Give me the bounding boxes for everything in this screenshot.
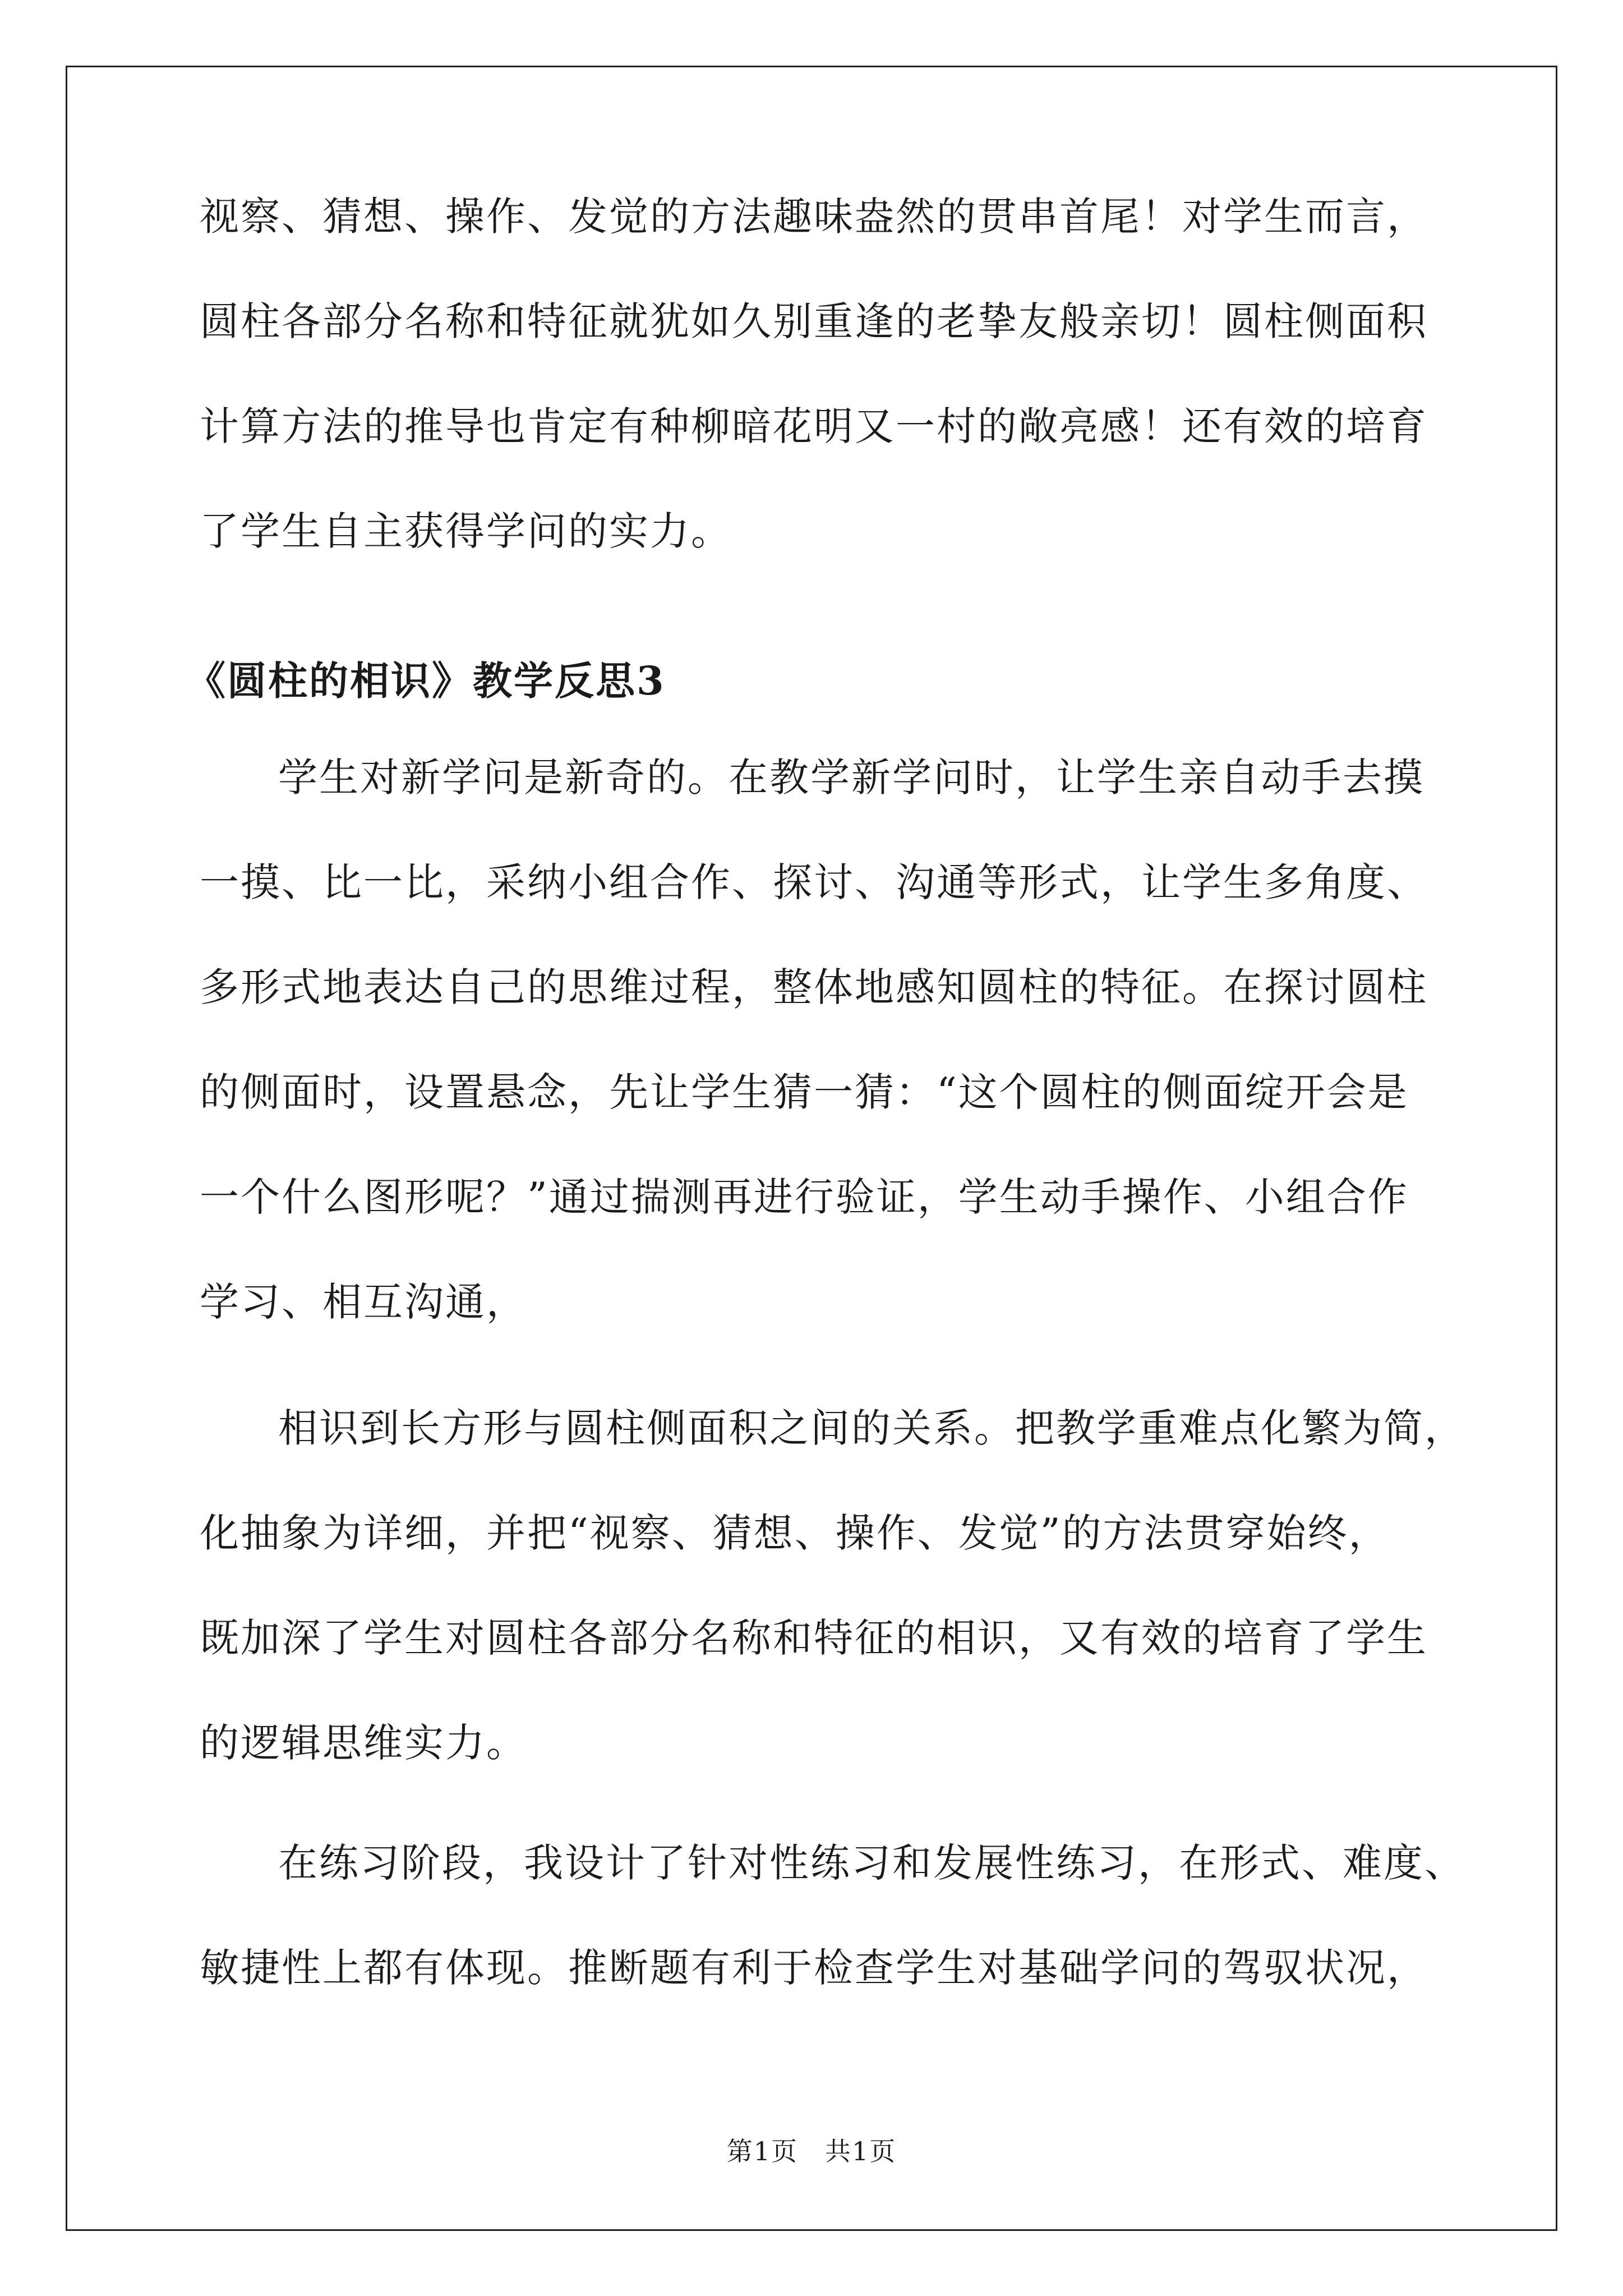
paragraph-line: 在练习阶段，我设计了针对性练习和发展性练习，在形式、难度、 — [278, 1840, 1465, 1886]
paragraph-line: 学习、相互沟通， — [200, 1279, 527, 1325]
paragraph-line: 了学生自主获得学问的实力。 — [200, 508, 732, 554]
paragraph-1 — [200, 191, 1428, 557]
paragraph-line: 既加深了学生对圆柱各部分名称和特征的相识，又有效的培育了学生 — [200, 1615, 1428, 1661]
paragraph-line: 圆柱各部分名称和特征就犹如久别重逢的老挚友般亲切！圆柱侧面积 — [200, 298, 1428, 344]
paragraph-line: 计算方法的推导也肯定有种柳暗花明又一村的敞亮感！还有效的培育 — [200, 403, 1428, 449]
section-heading: 《圆柱的相识》教学反思3 — [186, 657, 666, 704]
paragraph-line: 的侧面时，设置悬念，先让学生猜一猜：“这个圆柱的侧面绽开会是 — [200, 1069, 1409, 1115]
paragraph-line: 相识到长方形与圆柱侧面积之间的关系。把教学重难点化繁为简， — [278, 1405, 1465, 1451]
paragraph-line: 学生对新学问是新奇的。在教学新学问时，让学生亲自动手去摸 — [278, 754, 1424, 800]
paragraph-2 — [200, 752, 1428, 1328]
paragraph-line: 化抽象为详细，并把“视察、猜想、操作、发觉”的方法贯穿始终， — [200, 1510, 1390, 1556]
paragraph-4 — [200, 1837, 1465, 1994]
paragraph-line: 敏捷性上都有体现。推断题有利于检查学生对基础学问的驾驭状况， — [200, 1945, 1428, 1991]
paragraph-line: 多形式地表达自己的思维过程，整体地感知圆柱的特征。在探讨圆柱 — [200, 964, 1428, 1010]
paragraph-3 — [200, 1402, 1465, 1769]
page-number-footer: 第1页 共1页 — [726, 2136, 897, 2166]
paragraph-line: 一个什么图形呢？”通过揣测再进行验证，学生动手操作、小组合作 — [200, 1174, 1409, 1220]
paragraph-line: 的逻辑思维实力。 — [200, 1720, 527, 1766]
paragraph-line: 视察、猜想、操作、发觉的方法趣味盎然的贯串首尾！对学生而言， — [200, 194, 1428, 240]
paragraph-line: 一摸、比一比，采纳小组合作、探讨、沟通等形式，让学生多角度、 — [200, 859, 1428, 905]
